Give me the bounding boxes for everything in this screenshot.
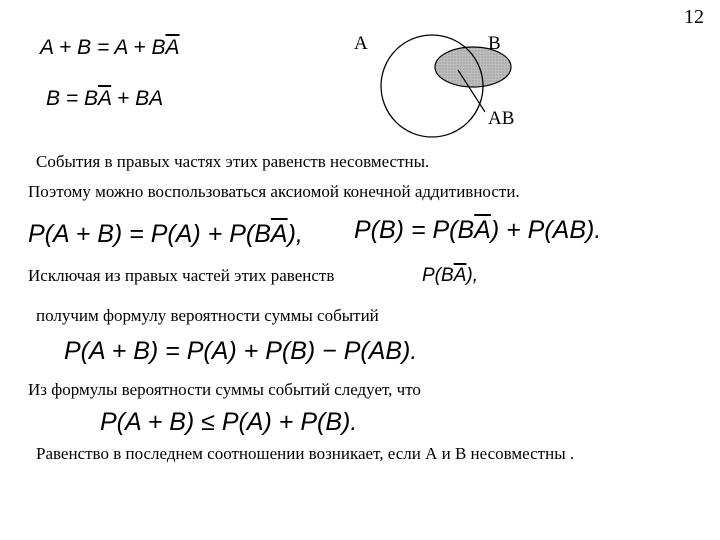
formula-part: A + B = A + B bbox=[40, 36, 166, 59]
formula-part: P(B bbox=[422, 265, 454, 286]
text-obtain-formula: получим формулу вероятности суммы событий bbox=[36, 306, 379, 325]
formula-prob-sum bbox=[28, 220, 303, 249]
text-additivity-axiom: Поэтому можно воспользоваться аксиомой конечной аддитивности. bbox=[28, 182, 520, 201]
text-follows: Из формулы вероятности суммы событий следует, что bbox=[28, 380, 421, 399]
formula-b-decomposition bbox=[46, 87, 163, 111]
complement-a: $\overline{A}$ bbox=[453, 265, 467, 286]
text-excluding: Исключая из правых частей этих равенств bbox=[28, 266, 335, 285]
complement-a: $\overline{A}$ bbox=[165, 36, 180, 59]
formula-part: P(A + B) = P(A) + P(B bbox=[28, 220, 271, 248]
venn-label-a: A bbox=[354, 33, 368, 54]
formula-part: ), bbox=[466, 265, 478, 286]
formula-part: P(B) = P(B bbox=[354, 216, 475, 244]
formula-p-b-not-a bbox=[422, 265, 478, 287]
complement-a: $\overline{A}$ bbox=[474, 216, 491, 244]
complement-a: $\overline{A}$ bbox=[270, 220, 288, 248]
venn-label-ab: AB bbox=[488, 108, 515, 129]
formula-sum-probability: P(A + B) = P(A) + P(B) − P(AB). bbox=[64, 337, 418, 365]
venn-diagram bbox=[340, 20, 590, 140]
page-number: 12 bbox=[684, 6, 704, 28]
formula-part: ), bbox=[287, 220, 303, 248]
formula-sum-decomposition bbox=[40, 36, 180, 60]
formula-part: + BA bbox=[111, 87, 164, 110]
formula-inequality: P(A + B) ≤ P(A) + P(B). bbox=[100, 408, 358, 436]
formula-prob-b bbox=[354, 216, 601, 245]
formula-part: ) + P(AB). bbox=[490, 216, 602, 244]
text-equality-condition: Равенство в последнем соотношении возникает, если А и В несовместны . bbox=[36, 444, 575, 463]
venn-label-b: B bbox=[488, 33, 501, 54]
complement-a: $\overline{A}$ bbox=[97, 87, 112, 110]
formula-part: B = B bbox=[46, 87, 98, 110]
text-events-incompatible: События в правых частях этих равенств несовместны. bbox=[36, 152, 430, 171]
